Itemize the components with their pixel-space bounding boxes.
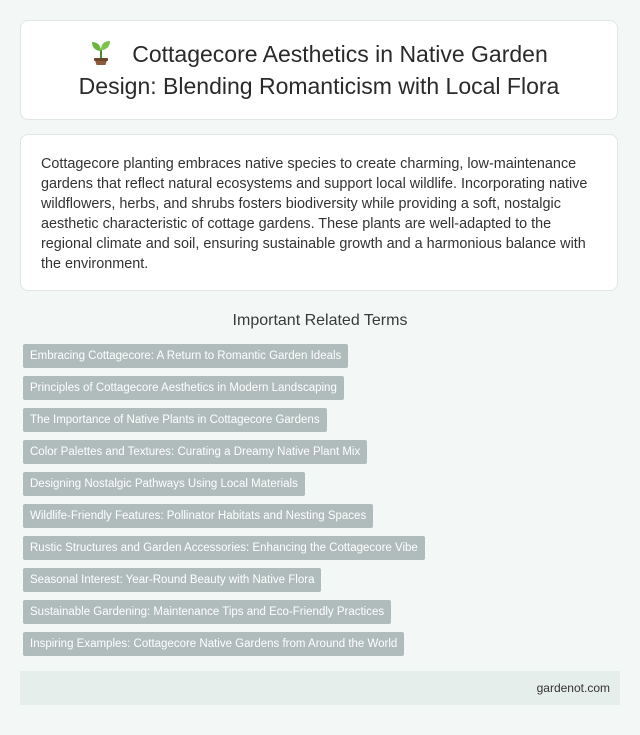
related-term-link[interactable]: Wildlife-Friendly Features: Pollinator Habitats and Nesting Spaces	[23, 504, 373, 528]
footer-site-name[interactable]: gardenot.com	[536, 681, 610, 695]
related-terms-list	[23, 344, 623, 664]
related-term-link[interactable]: Rustic Structures and Garden Accessories: Enhancing the Cottagecore Vibe	[23, 536, 425, 560]
related-term-link[interactable]: Embracing Cottagecore: A Return to Romantic Garden Ideals	[23, 344, 348, 368]
related-term-link[interactable]: Principles of Cottagecore Aesthetics in Modern Landscaping	[23, 376, 344, 400]
related-term-link[interactable]: Sustainable Gardening: Maintenance Tips and Eco-Friendly Practices	[23, 600, 391, 624]
related-term-link[interactable]: The Importance of Native Plants in Cottagecore Gardens	[23, 408, 327, 432]
intro-card	[20, 134, 618, 291]
seedling-icon	[90, 39, 112, 65]
footer	[20, 671, 620, 705]
page-title-text: Cottagecore Aesthetics in Native Garden Design: Blending Romanticism with Local Flora	[78, 41, 560, 99]
related-term-link[interactable]: Color Palettes and Textures: Curating a Dreamy Native Plant Mix	[23, 440, 367, 464]
related-term-link[interactable]: Seasonal Interest: Year-Round Beauty with Native Flora	[23, 568, 321, 592]
intro-paragraph: Cottagecore planting embraces native species to create charming, low-maintenance gardens that reflect natural ecosystems and support local wildlife. Incorporating native wildflowers, herbs, and shrubs fosters biodiversity while providing a soft, nostalgic aesthetic characteristic of cottage gardens. These plants are well-adapted to the regional climate and soil, ensuring sustainable growth and a harmonious balance with the environment.	[41, 156, 588, 272]
title-card	[20, 20, 618, 120]
related-terms-heading: Important Related Terms	[232, 312, 408, 329]
related-term-link[interactable]: Inspiring Examples: Cottagecore Native Gardens from Around the World	[23, 632, 404, 656]
page-title	[51, 38, 587, 102]
related-term-link[interactable]: Designing Nostalgic Pathways Using Local Materials	[23, 472, 305, 496]
